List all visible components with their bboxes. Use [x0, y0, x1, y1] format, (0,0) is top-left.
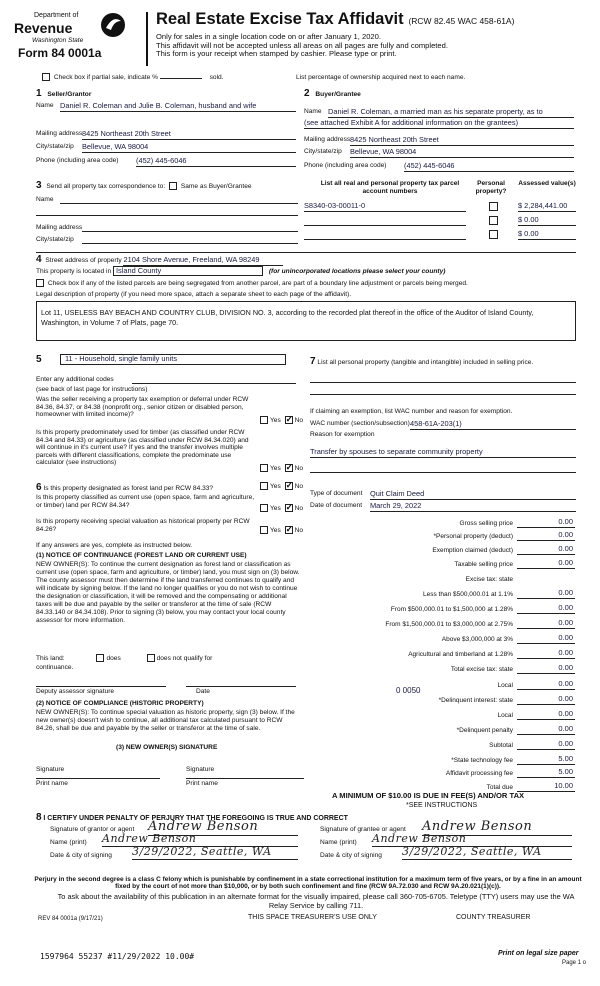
seller-name-label: Name: [36, 102, 54, 109]
exemption-yes-checkbox[interactable]: [260, 416, 268, 424]
grantor-date-city[interactable]: 3/29/2022, Seattle, WA: [132, 846, 298, 860]
if-yes-note: If any answers are yes, complete as instructed below.: [36, 542, 193, 549]
buyer-number: 2: [304, 88, 310, 99]
additional-codes-field[interactable]: [132, 376, 296, 384]
personal-property-checkbox-2[interactable]: [489, 216, 498, 225]
corr-mail-field[interactable]: [82, 224, 298, 232]
does-label: does: [106, 654, 121, 662]
seller-heading: Seller/Grantor: [47, 91, 92, 98]
dept-small-text: Department of: [34, 12, 79, 19]
grantee-signature[interactable]: Andrew Benson: [422, 820, 572, 836]
grantee-sig-label: Signature of grantee or agent: [320, 826, 406, 833]
tax-row-label: *Delinquent penalty: [456, 727, 513, 734]
tax-row-value[interactable]: 0.00: [517, 710, 575, 720]
minimum-due-note: A MINIMUM OF $10.00 IS DUE IN FEE(S) AND/OR TAX: [332, 791, 525, 800]
certification-section: [36, 812, 576, 874]
personal-property-section: [310, 356, 576, 510]
header-line-3: This form is your receipt when stamped by cashier. Please type or print.: [156, 49, 397, 59]
local-rate: 0 0050: [396, 686, 421, 695]
historic-no-checkbox[interactable]: [285, 526, 293, 534]
section8-number: 8: [36, 812, 42, 823]
tax-row-label: Taxable selling price: [454, 561, 513, 568]
historic-question: Is this property receiving special valuation as historical property per RCW 84.26?: [36, 518, 250, 533]
tax-row-label: Affidavit processing fee: [445, 770, 513, 777]
section3-number: 3: [36, 180, 42, 191]
corr-mail-label: Mailing address: [36, 224, 83, 231]
tax-row: [300, 634, 575, 646]
doc-date-label: Date of document: [310, 502, 363, 509]
buyer-name-field-2[interactable]: (see attached Exhibit A for additional information on the grantees): [304, 119, 574, 129]
header-line-2: This affidavit will not be accepted unless all areas on all pages are fully and completed.: [156, 40, 448, 50]
grantee-name-label: Name (print): [320, 839, 357, 846]
tax-row-value[interactable]: 5.00: [517, 768, 575, 778]
parcel-col-header: List all real and personal property tax parcel account numbers: [320, 180, 460, 195]
partial-sale-row: [40, 73, 300, 81]
tax-row: [300, 589, 575, 601]
historic-yes-checkbox[interactable]: [260, 526, 268, 534]
tax-row: [300, 649, 575, 661]
tax-row: [300, 664, 575, 676]
tax-row: [300, 518, 575, 530]
continuance-body: NEW OWNER(S): To continue the current designation as forest land or classification as current use (open space, farm and agriculture, or timber) land, you must sign on (3) below. The county assessor must then determine if the land transferred continues to qualify and will indicate by signing below. If the land no longer qualifies or you do not wish to continue the designation or classification, it will be removed and the compensating or additional taxes will be due and payable by the seller or transferor at the time of sale (RCW 84.33.140 or 84.34.108). Prior to signing (3) below, you may contact your local county assessor for more information.: [36, 561, 300, 625]
personal-property-checkbox-3[interactable]: [489, 230, 498, 239]
historic-yes-label: Yes: [270, 526, 281, 534]
exemption-no-checkbox[interactable]: [285, 416, 293, 424]
certify-text: I CERTIFY UNDER PENALTY OF PERJURY THAT THE FOREGOING IS TRUE AND CORRECT: [43, 815, 348, 822]
historic-no-label: No: [294, 526, 304, 534]
send-to-label: Send all property tax correspondence to:: [46, 183, 166, 190]
parcel-table: [304, 180, 576, 248]
exemption-yes-label: Yes: [270, 416, 281, 424]
alt-format-notice: To ask about the availability of this publication in an alternate format for the visually impaired, please call 360-705-6705. Teletype (TTY) users may use the WA Relay Service by calling 711.: [57, 892, 575, 910]
timber-yes-label: Yes: [270, 464, 281, 472]
assessed-value-3[interactable]: $ 0.00: [518, 230, 576, 240]
property-section: [36, 254, 576, 344]
buyer-phone-field[interactable]: (452) 445-6046: [404, 162, 574, 172]
tax-row-value[interactable]: 0.00: [517, 545, 575, 555]
buyer-mail-label: Mailing address: [304, 136, 351, 143]
tax-row: [300, 574, 575, 586]
tax-row-value[interactable]: 5.00: [517, 755, 575, 765]
wac-label: WAC number (section/subsection): [310, 420, 410, 427]
form-title: Real Estate Excise Tax Affidavit: [156, 10, 404, 28]
legal-description-text: Lot 11, USELESS BAY BEACH AND COUNTRY CLUB, DIVISION NO. 3, according to the recorded plat thereof in the office of the Auditor of Island County, Washington, in Volume 7 of Plats, page 70.: [41, 308, 534, 328]
buyer-name-field[interactable]: Daniel R. Coleman, a married man as his separate property, as to: [328, 108, 574, 118]
segregated-checkbox[interactable]: [36, 279, 44, 287]
county-note: (for unincorporated locations please select your county): [268, 268, 446, 275]
tax-row-label: Subtotal: [489, 742, 513, 749]
page-number: Page 1 o: [562, 960, 587, 966]
grantor-name-label: Name (print): [50, 839, 87, 846]
header-divider: [146, 12, 148, 66]
parcel-number-3[interactable]: [304, 230, 466, 240]
owner-sig-line-1: [36, 778, 160, 779]
seller-section: [36, 88, 296, 170]
correspondence-section: [36, 180, 298, 250]
owner-sig-label-1: Signature: [36, 766, 65, 773]
tax-row: [300, 755, 575, 767]
section7-number: 7: [310, 356, 316, 367]
tax-row: [300, 531, 575, 543]
tax-row-label: Above $3,000,000 at 3%: [441, 636, 513, 643]
buyer-city-label: City/state/zip: [304, 148, 342, 155]
reason-line-2[interactable]: [310, 472, 576, 473]
compliance-title: (2) NOTICE OF COMPLIANCE (HISTORIC PROPERTY): [36, 700, 204, 707]
buyer-name-label: Name: [304, 108, 322, 115]
tax-row: [300, 680, 575, 692]
revision-label: REV 84 0001a (9/17/21): [38, 916, 103, 922]
tax-row-value[interactable]: 0.00: [517, 559, 575, 569]
personal-property-checkbox-1[interactable]: [489, 202, 498, 211]
tax-row-label: Gross selling price: [459, 520, 513, 527]
tax-row-value[interactable]: 0.00: [517, 664, 575, 674]
tax-row: [300, 725, 575, 737]
tax-row-label: *State technology fee: [451, 757, 513, 764]
buyer-city-field[interactable]: Bellevue, WA 98004: [350, 148, 574, 158]
tax-row: [300, 545, 575, 557]
tax-row-value[interactable]: 0.00: [517, 589, 575, 599]
timber-no-checkbox[interactable]: [285, 464, 293, 472]
tax-row-value[interactable]: 0.00: [517, 634, 575, 644]
grantee-printed-name[interactable]: Andrew Benson: [372, 833, 572, 847]
assessed-col-header: Assessed value(s): [518, 180, 576, 187]
seller-city-field[interactable]: Bellevue, WA 98004: [82, 143, 296, 153]
deputy-signature-label: Deputy assessor signature: [36, 688, 115, 695]
treasurer-use-label: THIS SPACE TREASURER'S USE ONLY: [248, 914, 377, 921]
deputy-date-label: Date: [196, 688, 210, 695]
form-rcw: (RCW 82.45 WAC 458-61A): [408, 16, 515, 26]
forest-no-checkbox[interactable]: [285, 482, 293, 490]
timber-no-label: No: [294, 464, 304, 472]
tax-row-value[interactable]: 0.00: [517, 680, 575, 690]
tax-row-label: *Personal property (deduct): [433, 533, 513, 540]
forest-yes-label: Yes: [270, 482, 281, 490]
current-use-yes-label: Yes: [270, 504, 281, 512]
divider-3-4: [36, 252, 576, 253]
owner-sig-line-2: [186, 778, 304, 779]
tax-row: [300, 710, 575, 722]
legal-size-note: Print on legal size paper: [498, 950, 579, 957]
tax-row-label: From $1,500,000.01 to $3,000,000 at 2.75%: [385, 621, 513, 628]
assessed-value-2[interactable]: $ 0.00: [518, 216, 576, 226]
tax-row-label: *Delinquent interest: state: [438, 697, 513, 704]
see-instructions-note: *SEE INSTRUCTIONS: [406, 802, 478, 809]
does-not-checkbox[interactable]: [147, 654, 155, 662]
tax-row-value[interactable]: 0.00: [517, 518, 575, 528]
exemption-question: Was the seller receiving a property tax exemption or deferral under RCW 84.36, 84.37, or 84.38 (nonprofit org., senior citizen or disabled person, homeowner with limited income)?: [36, 396, 249, 419]
partial-sale-label: Check box if partial sale, indicate %: [53, 73, 158, 81]
revenue-swoosh-icon: [100, 12, 126, 38]
revenue-logo: [14, 12, 132, 64]
corr-name-field-2[interactable]: [36, 215, 298, 216]
tax-row-label: Exemption claimed (deduct): [432, 547, 513, 554]
seller-number: 1: [36, 88, 42, 99]
pp-line-1[interactable]: [310, 382, 576, 383]
sold-label: sold.: [209, 73, 224, 81]
section5-number: 5: [36, 354, 42, 365]
ownership-note: List percentage of ownership acquired next to each name.: [296, 74, 466, 81]
compliance-body: NEW OWNER(S): To continue special valuation as historic property, sign (3) below. If the new owner(s) doesn't wish to continue, all additional tax calculated pursuant to RCW 84.26, shall be due and payable by the seller or transferor at the time of sale.: [36, 709, 295, 733]
use-code-section: [36, 354, 304, 474]
owner-sig-label-2: Signature: [186, 766, 215, 773]
same-as-buyer-checkbox[interactable]: [169, 182, 177, 190]
corr-city-field[interactable]: [82, 236, 298, 244]
doc-type-label: Type of document: [310, 490, 363, 497]
section4-number: 4: [36, 254, 42, 265]
perjury-notice: Perjury in the second degree is a class C felony which is punishable by confinement in a state correctional institution for a maximum term of five years, or by a fine in an amount fixed by the court of not more than $10,000, or by both such confinement and fine (RCW 9A.72.030 and RCW 9A.20.021(1)(c)).: [34, 876, 582, 891]
corr-city-label: City/state/zip: [36, 236, 74, 243]
buyer-heading: Buyer/Grantee: [315, 91, 361, 98]
new-owner-sig-title: (3) NEW OWNER(S) SIGNATURE: [116, 744, 218, 751]
tax-row-value[interactable]: 0.00: [517, 604, 575, 614]
tax-row: [300, 695, 575, 707]
street-field[interactable]: 2104 Shore Avenue, Freeland, WA 98249: [123, 256, 283, 266]
seller-phone-field[interactable]: (452) 445-6046: [136, 157, 296, 167]
owner-print-label-1: Print name: [36, 780, 68, 787]
tax-row-label: Local: [497, 682, 513, 689]
dept-big-text: Revenue: [14, 20, 73, 36]
segregated-label: Check box if any of the listed parcels are being segregated from another parcel, are part of a boundary line adjustment or parcels being merged.: [47, 279, 468, 287]
seller-phone-label: Phone (including area code): [36, 157, 119, 164]
does-checkbox[interactable]: [96, 654, 104, 662]
seller-city-label: City/state/zip: [36, 143, 74, 150]
grantor-printed-name[interactable]: Andrew Benson: [102, 833, 298, 847]
tax-row-label: Agricultural and timberland at 1.28%: [408, 651, 513, 658]
form-title-block: [156, 10, 596, 59]
pp-line-2[interactable]: [310, 394, 576, 395]
this-land-label: This land:: [36, 654, 65, 662]
corr-name-label: Name: [36, 196, 54, 203]
parcel-number-2[interactable]: [304, 216, 466, 226]
tax-row-label: From $500,000.01 to $1,500,000 at 1.28%: [390, 606, 513, 613]
forest-no-label: No: [294, 482, 304, 490]
tax-row: [300, 768, 575, 780]
tax-row: [300, 604, 575, 616]
same-as-buyer-label: Same as Buyer/Grantee: [180, 183, 252, 190]
timber-yes-checkbox[interactable]: [260, 464, 268, 472]
continuance-word: continuance.: [36, 664, 74, 671]
tax-row-value[interactable]: 0.00: [517, 740, 575, 750]
tax-row-value[interactable]: 0.00: [517, 619, 575, 629]
exemption-wac-label: If claiming an exemption, list WAC number and reason for exemption.: [310, 408, 513, 415]
forest-question: Is this property designated as forest land per RCW 84.33?: [43, 485, 214, 492]
exemption-no-label: No: [294, 416, 304, 424]
owner-print-label-2: Print name: [186, 780, 218, 787]
grantor-date-label: Date & city of signing: [50, 852, 112, 859]
current-use-no-label: No: [294, 504, 304, 512]
does-not-label: does not qualify for: [156, 654, 213, 662]
doc-date-field[interactable]: March 29, 2022: [370, 502, 576, 512]
tax-row-value[interactable]: 10.00: [517, 782, 575, 792]
tax-row-label: Total excise tax: state: [450, 666, 513, 673]
seller-mail-field[interactable]: 8425 Northeast 20th Street: [82, 130, 296, 140]
section6-number: 6: [36, 482, 42, 493]
reason-label: Reason for exemption: [310, 431, 375, 438]
current-use-question: Is this property classified as current use (open space, farm and agriculture, or timber) land per RCW 84.34?: [36, 494, 255, 509]
doc-type-field[interactable]: Quit Claim Deed: [370, 490, 576, 500]
additional-codes-label: Enter any additional codes: [36, 376, 114, 383]
tax-row-value[interactable]: 0.00: [517, 649, 575, 659]
grantor-signature[interactable]: Andrew Benson: [148, 820, 298, 836]
partial-sale-checkbox[interactable]: [42, 73, 50, 81]
reason-field[interactable]: Transfer by spouses to separate community property: [310, 448, 576, 458]
codes-note: (see back of last page for instructions): [36, 386, 148, 393]
tax-row: [300, 740, 575, 752]
continuance-title: (1) NOTICE OF CONTINUANCE (FOREST LAND OR CURRENT USE): [36, 552, 247, 559]
tax-row: [300, 559, 575, 571]
corr-name-field[interactable]: [60, 196, 298, 204]
buyer-mail-field[interactable]: 8425 Northeast 20th Street: [350, 136, 574, 146]
seller-name-field[interactable]: Daniel R. Coleman and Julie B. Coleman, husband and wife: [60, 102, 296, 112]
assessed-value-1[interactable]: $ 2,284,441.00: [518, 202, 576, 212]
timber-question: Is this property predominately used for timber (as classified under RCW 84.34 and 84.33) or agriculture (as classified under RCW 84.34.020) and will continue in it's current use? If yes and the transfer involves multiple parcels with different classifications, complete the predominate use calculator (see instructions): [36, 429, 249, 467]
tax-row-label: Local: [497, 712, 513, 719]
grantor-sig-label: Signature of grantor or agent: [50, 826, 135, 833]
buyer-section: [304, 88, 574, 178]
grantee-date-city[interactable]: 3/29/2022, Seattle, WA: [402, 846, 572, 860]
tax-row-value[interactable]: 0.00: [517, 531, 575, 541]
wac-field[interactable]: 458-61A-203(1): [410, 420, 576, 430]
county-treasurer-label: COUNTY TREASURER: [456, 914, 531, 921]
deputy-date-line: [186, 686, 296, 687]
tax-row-value[interactable]: 0.00: [517, 725, 575, 735]
form-number: Form 84 0001a: [18, 46, 102, 60]
tax-row: [300, 619, 575, 631]
legal-label: Legal description of property (if you need more space, attach a separate sheet to each page of the affidavit).: [36, 291, 352, 298]
deputy-sig-line: [36, 686, 166, 687]
header-line-1: Only for sales in a single location code on or after January 1, 2020.: [156, 31, 381, 41]
county-select[interactable]: Island County: [113, 266, 263, 276]
state-text: Washington State: [32, 37, 84, 44]
tax-row-label: Total due: [486, 784, 513, 791]
located-label: This property is located in: [36, 268, 112, 275]
seller-mail-label: Mailing address: [36, 130, 83, 137]
legal-description-box[interactable]: [36, 301, 576, 341]
tax-row-value[interactable]: 0.00: [517, 695, 575, 705]
receipt-stamp: 1597964 55237 #11/29/2022 10.00#: [40, 952, 195, 961]
tax-row-label: Excise tax: state: [465, 576, 513, 583]
current-use-yes-checkbox[interactable]: [260, 504, 268, 512]
grantee-date-label: Date & city of signing: [320, 852, 382, 859]
tax-row-label: Less than $500,000.01 at 1.1%: [423, 591, 513, 598]
current-use-no-checkbox[interactable]: [285, 504, 293, 512]
partial-percent-field[interactable]: [160, 78, 202, 79]
buyer-phone-label: Phone (including area code): [304, 162, 387, 169]
use-code-select[interactable]: 11 - Household, single family units: [60, 354, 286, 365]
forest-yes-checkbox[interactable]: [260, 482, 268, 490]
parcel-number-1[interactable]: S8340-03-00011-0: [304, 202, 466, 212]
street-label: Street address of property: [45, 257, 122, 264]
personal-col-header: Personal property?: [475, 180, 507, 195]
personal-property-text: List all personal property (tangible and intangible) included in selling price.: [317, 359, 534, 366]
